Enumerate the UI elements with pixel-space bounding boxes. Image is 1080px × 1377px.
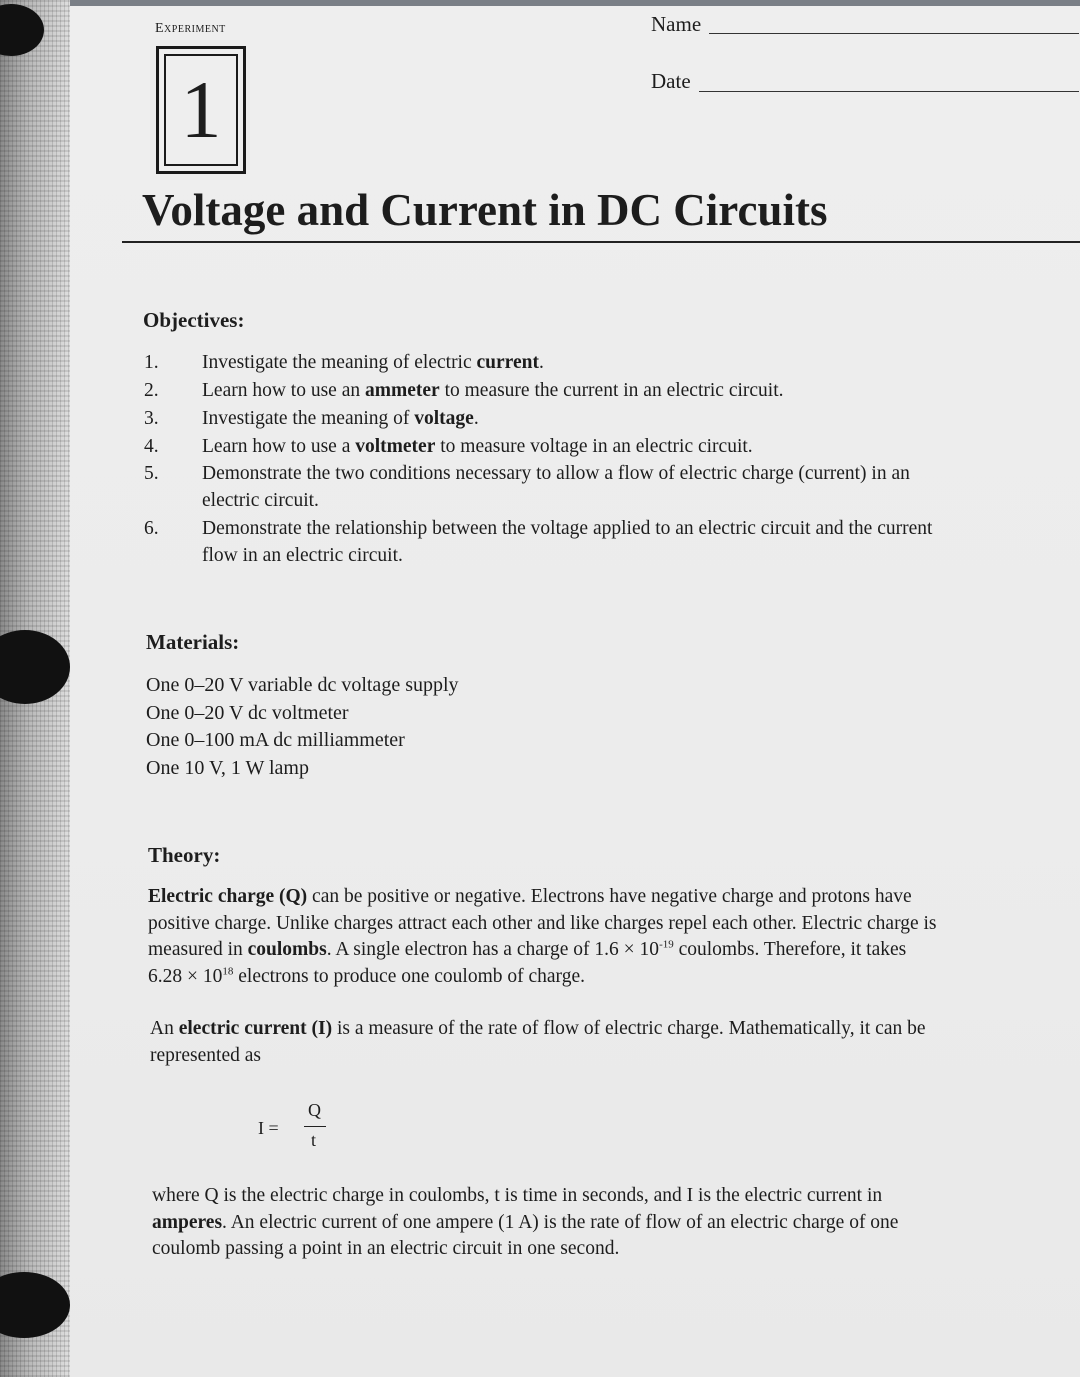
experiment-number: 1 [164,54,238,166]
objective-text: Learn how to use a voltmeter to measure voltage in an electric circuit. [202,436,753,457]
material-item: One 0–20 V dc voltmeter [146,701,349,724]
title-rule [122,241,1080,243]
objective-text: Demonstrate the two conditions necessary to allow a flow of electric charge (current) in an electric circuit. [202,463,910,511]
objectives-heading: Objectives: [143,308,245,332]
experiment-label: Experiment [155,21,226,36]
theory-paragraph-charge: Electric charge (Q) can be positive or negative. Electrons have negative charge and protons have positive charge. Unlike charges attract each other and like charges repel each other. Electric charge is measured in coulombs. A single electron has a charge of $1.6 \times 10^{-19}$ coulombs. Therefore, it takes $6.28 \times 10^{18}$ electrons to produce one coulomb of charge. [148,886,937,987]
date-line [699,91,1079,92]
objective-number: 5. [144,463,159,484]
material-item: One 10 V, 1 W lamp [146,756,309,779]
top-shadow [0,0,1080,6]
objective-number: 3. [144,408,159,429]
date-field[interactable] [651,69,691,94]
objective-text: Learn how to use an ammeter to measure the current in an electric circuit. [202,380,784,401]
experiment-number-box [156,46,246,174]
material-item: One 0–100 mA dc milliammeter [146,729,405,751]
page-title: Voltage and Current in DC Circuits [142,185,828,235]
objective-text: Investigate the meaning of electric current. [202,352,544,373]
theory-paragraph-units: where Q is the electric charge in coulombs, t is time in seconds, and I is the electric current in amperes. An electric current of one ampere (1 A) is the rate of flow of an electric charge of one coulomb passing a point in an electric circuit in one second. [152,1185,899,1259]
materials-heading: Materials: [146,630,240,654]
formula-numerator: Q [308,1100,321,1120]
objective-number: 6. [144,518,159,539]
material-item: One 0–20 V variable dc voltage supply [146,674,459,696]
materials-list [146,672,459,782]
current-formula [258,1100,328,1158]
theory-heading: Theory: [148,843,221,867]
objective-number: 2. [144,380,159,401]
name-label: Name [651,12,702,36]
objective-text: Investigate the meaning of voltage. [202,408,479,429]
objective-number: 1. [144,352,159,373]
objective-text: Demonstrate the relationship between the voltage applied to an electric circuit and the current flow in an electric circuit. [202,518,933,566]
name-field[interactable] [651,12,701,37]
fraction-bar [304,1126,326,1127]
name-line [709,33,1079,34]
date-label: Date [651,69,691,93]
formula-lhs: I = [258,1118,279,1138]
theory-paragraph-current: An electric current (I) is a measure of the rate of flow of electric charge. Mathematically, it can be represented as [150,1018,926,1066]
objective-number: 4. [144,436,159,457]
formula-denominator: t [311,1130,317,1150]
